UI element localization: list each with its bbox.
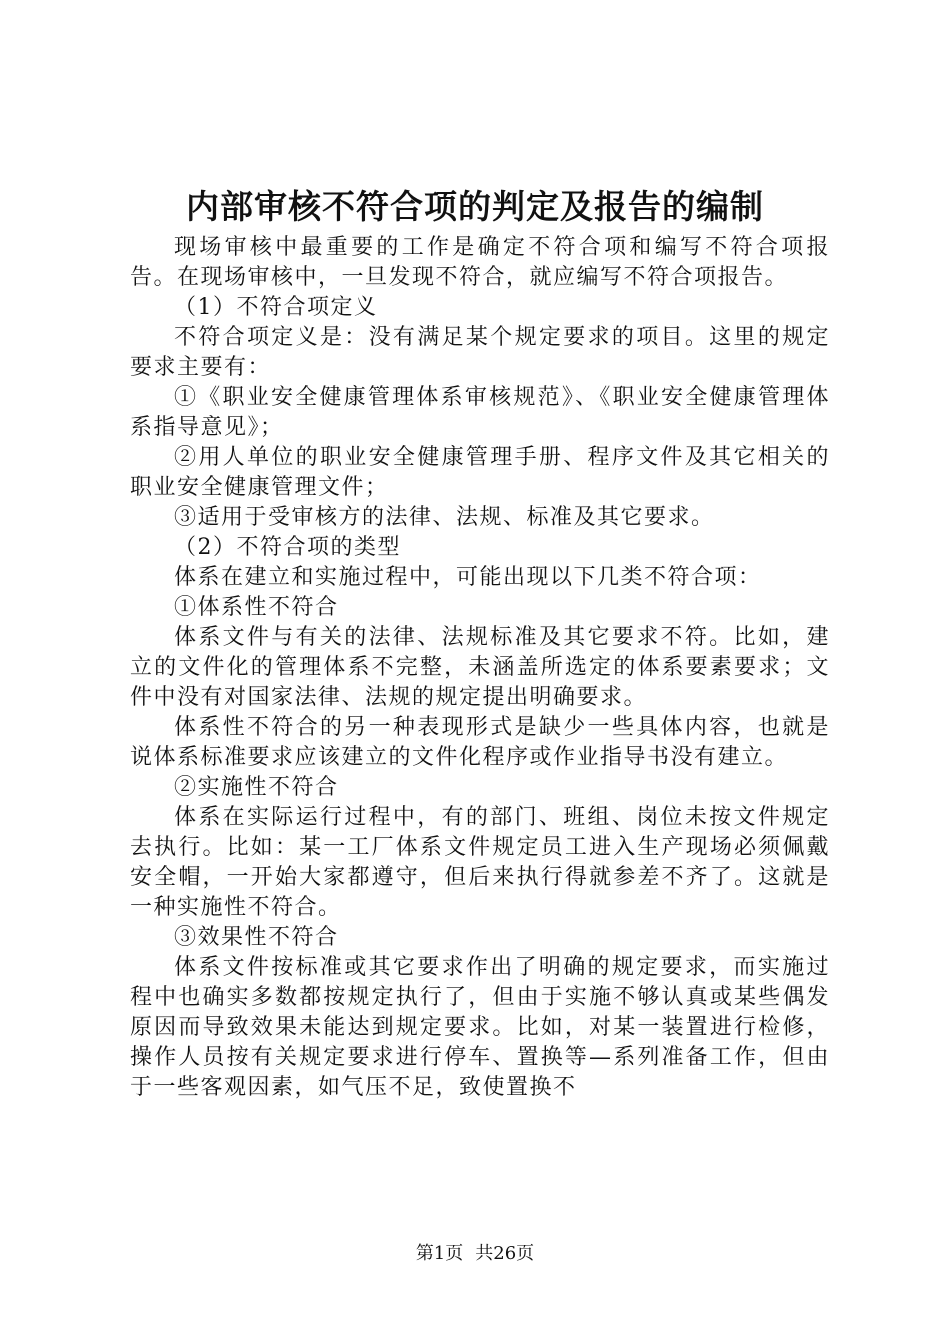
- paragraph: 体系文件按标准或其它要求作出了明确的规定要求，而实施过程中也确实多数都按规定执行了，但由于实施不够认真或某些偶发原因而导致效果未能达到规定要求。比如，对某一装置进行检修，操作人员按有关规定要求进行停车、置换等—系列准备工作，但由于一些客观因素，如气压不足，致使置换不: [130, 955, 830, 1100]
- section-heading: （1）不符合项定义: [174, 295, 378, 320]
- paragraph: 体系文件与有关的法律、法规标准及其它要求不符。比如，建立的文件化的管理体系不完整，未涵盖所选定的体系要素要求；文件中没有对国家法律、法规的规定提出明确要求。: [130, 625, 830, 710]
- page-total: 共26页: [475, 1243, 535, 1264]
- paragraph: 体系在建立和实施过程中，可能出现以下几类不符合项：: [174, 565, 762, 590]
- list-item: ②用人单位的职业安全健康管理手册、程序文件及其它相关的职业安全健康管理文件；: [130, 445, 830, 500]
- section-heading: （2）不符合项的类型: [174, 535, 401, 560]
- paragraph: 体系在实际运行过程中，有的部门、班组、岗位未按文件规定去执行。比如：某一工厂体系文件规定员工进入生产现场必须佩戴安全帽，一开始大家都遵守，但后来执行得就参差不齐了。这就是一种实施性不符合。: [130, 805, 830, 920]
- list-item: ①《职业安全健康管理体系审核规范》、《职业安全健康管理体系指导意见》；: [130, 385, 830, 440]
- paragraph: 现场审核中最重要的工作是确定不符合项和编写不符合项报告。在现场审核中，一旦发现不符合，就应编写不符合项报告。: [130, 235, 830, 290]
- document-body: [130, 233, 830, 1103]
- paragraph: 体系性不符合的另一种表现形式是缺少一些具体内容，也就是说体系标准要求应该建立的文件化程序或作业指导书没有建立。: [130, 715, 830, 770]
- document-title: 内部审核不符合项的判定及报告的编制: [186, 187, 764, 226]
- page-footer: [0, 1242, 950, 1266]
- paragraph: 不符合项定义是：没有满足某个规定要求的项目。这里的规定要求主要有：: [130, 325, 830, 380]
- subsection-heading: ①体系性不符合: [174, 595, 339, 620]
- list-item: ③适用于受审核方的法律、法规、标准及其它要求。: [174, 505, 715, 530]
- subsection-heading: ②实施性不符合: [174, 775, 339, 800]
- subsection-heading: ③效果性不符合: [174, 925, 339, 950]
- page-number: 第1页: [415, 1243, 464, 1264]
